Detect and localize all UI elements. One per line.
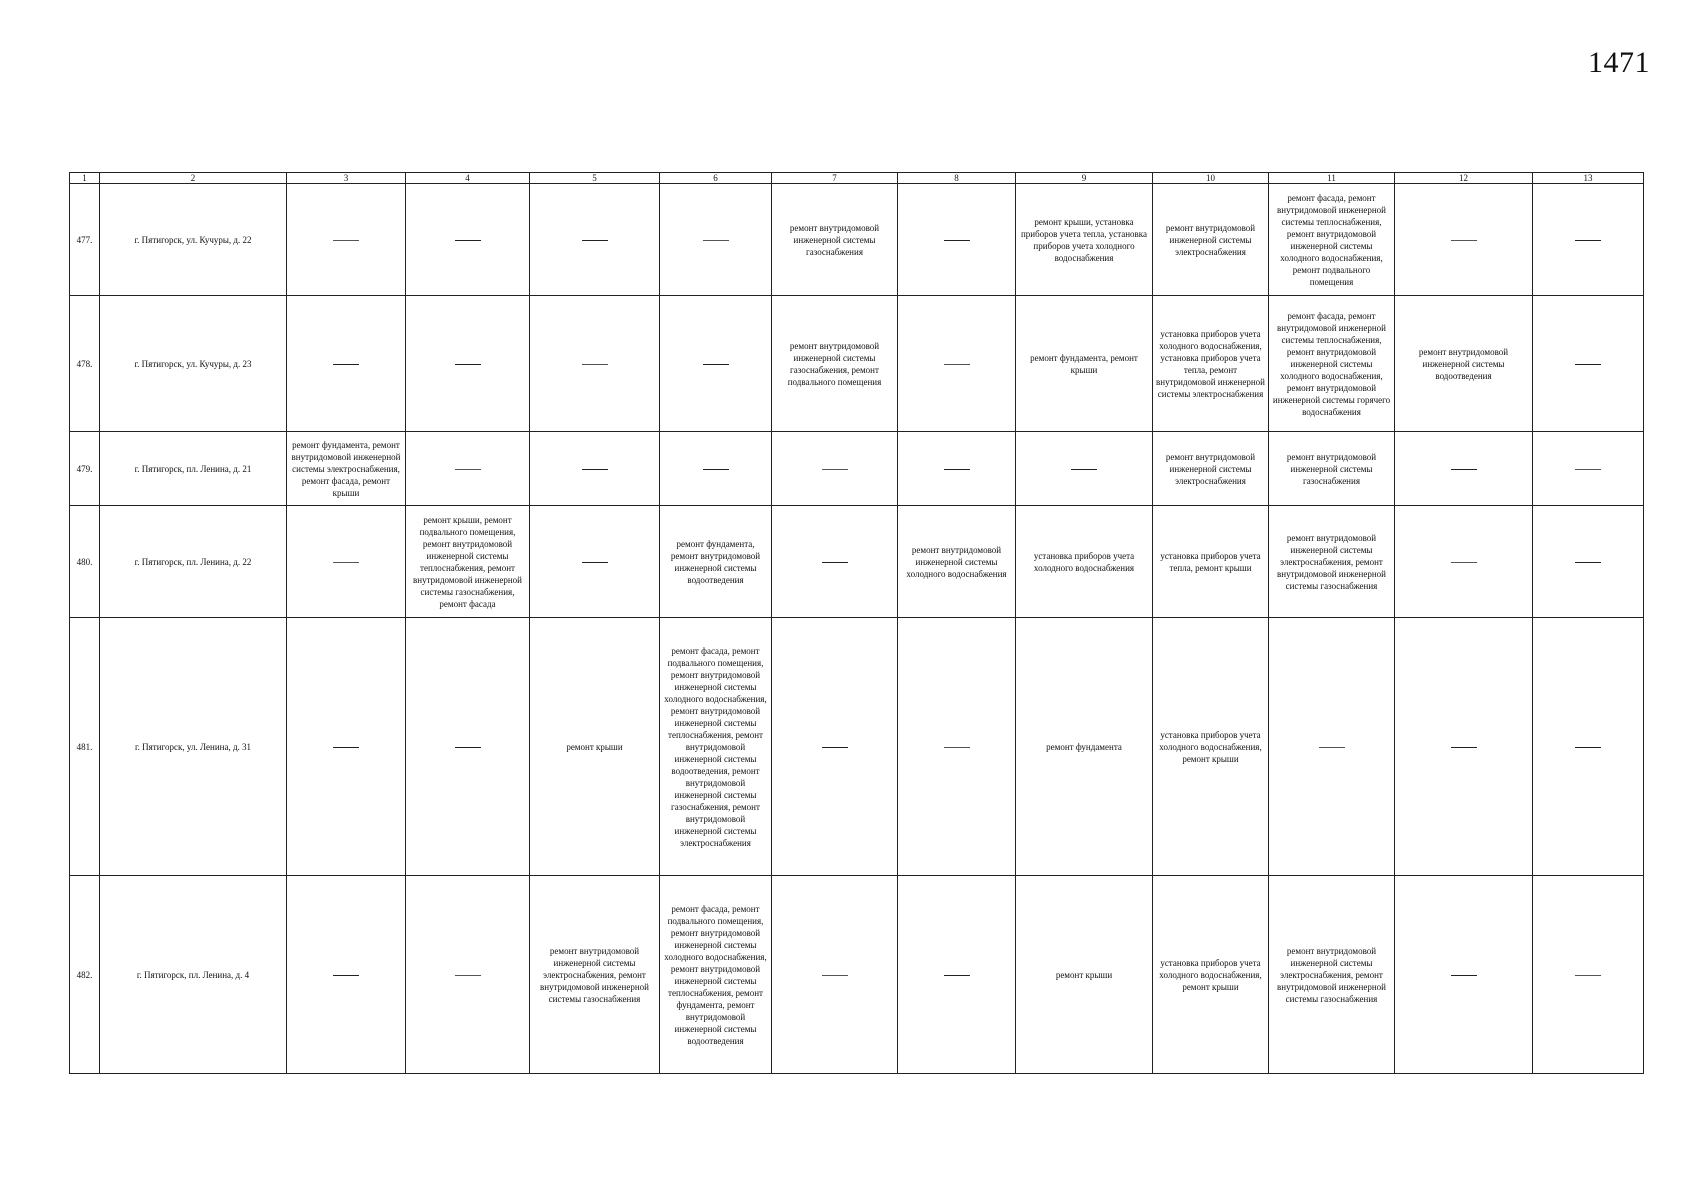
table-row <box>70 618 1644 876</box>
column-header: 12 <box>1395 173 1533 184</box>
dash-mark <box>333 975 359 976</box>
address-cell: г. Пятигорск, ул. Ленина, д. 31 <box>100 618 287 876</box>
dash-mark <box>1575 562 1601 563</box>
work-description-cell: ремонт крыши, установка приборов учета тепла, установка приборов учета холодного водоснабжения <box>1016 184 1153 296</box>
column-header: 7 <box>772 173 898 184</box>
row-number: 481. <box>70 618 100 876</box>
dash-mark <box>944 975 970 976</box>
dash-mark <box>582 469 608 470</box>
dash-mark <box>944 747 970 748</box>
work-description-cell: ремонт внутридомовой инженерной системы электроснабжения <box>1153 432 1269 506</box>
work-description-cell: ремонт фасада, ремонт внутридомовой инженерной системы теплоснабжения, ремонт внутридомовой инженерной системы холодного водоснабжения, ремонт внутридомовой инженерной системы горячего водоснабжения <box>1269 296 1395 432</box>
column-header: 5 <box>530 173 660 184</box>
work-description-cell: ремонт внутридомовой инженерной системы водоотведения <box>1395 296 1533 432</box>
address-cell: г. Пятигорск, ул. Кучуры, д. 23 <box>100 296 287 432</box>
dash-mark <box>944 364 970 365</box>
empty-cell <box>1395 432 1533 506</box>
dash-mark <box>1575 469 1601 470</box>
empty-cell <box>1395 876 1533 1074</box>
row-number: 479. <box>70 432 100 506</box>
column-header: 3 <box>287 173 406 184</box>
work-description-cell: установка приборов учета холодного водоснабжения <box>1016 506 1153 618</box>
column-header: 11 <box>1269 173 1395 184</box>
dash-mark <box>703 469 729 470</box>
empty-cell <box>1016 432 1153 506</box>
empty-cell <box>660 184 772 296</box>
work-description-cell: ремонт крыши, ремонт подвального помещения, ремонт внутридомовой инженерной системы теплоснабжения, ремонт внутридомовой инженерной системы газоснабжения, ремонт фасада <box>406 506 530 618</box>
dash-mark <box>455 240 481 241</box>
dash-mark <box>703 364 729 365</box>
work-description-cell: установка приборов учета тепла, ремонт крыши <box>1153 506 1269 618</box>
dash-mark <box>1319 747 1345 748</box>
work-description-cell: ремонт внутридомовой инженерной системы газоснабжения <box>1269 432 1395 506</box>
empty-cell <box>530 296 660 432</box>
empty-cell <box>287 184 406 296</box>
empty-cell <box>660 432 772 506</box>
dash-mark <box>1575 975 1601 976</box>
table-row <box>70 296 1644 432</box>
empty-cell <box>898 618 1016 876</box>
dash-mark <box>1451 747 1477 748</box>
work-description-cell: ремонт внутридомовой инженерной системы газоснабжения <box>772 184 898 296</box>
dash-mark <box>582 240 608 241</box>
empty-cell <box>772 432 898 506</box>
work-description-cell: ремонт фундамента, ремонт внутридомовой инженерной системы электроснабжения, ремонт фасада, ремонт крыши <box>287 432 406 506</box>
dash-mark <box>582 562 608 563</box>
work-description-cell: ремонт фундамента, ремонт внутридомовой инженерной системы водоотведения <box>660 506 772 618</box>
empty-cell <box>406 184 530 296</box>
empty-cell <box>406 296 530 432</box>
empty-cell <box>1533 184 1644 296</box>
empty-cell <box>406 876 530 1074</box>
empty-cell <box>898 876 1016 1074</box>
dash-mark <box>1575 747 1601 748</box>
empty-cell <box>660 296 772 432</box>
page-number: 1471 <box>1588 46 1650 79</box>
address-cell: г. Пятигорск, пл. Ленина, д. 4 <box>100 876 287 1074</box>
repair-schedule-table <box>69 172 1644 1074</box>
empty-cell <box>530 184 660 296</box>
table-row <box>70 876 1644 1074</box>
address-cell: г. Пятигорск, пл. Ленина, д. 22 <box>100 506 287 618</box>
column-header: 4 <box>406 173 530 184</box>
dash-mark <box>944 469 970 470</box>
table-row <box>70 506 1644 618</box>
empty-cell <box>287 296 406 432</box>
dash-mark <box>703 240 729 241</box>
dash-mark <box>822 747 848 748</box>
empty-cell <box>1533 506 1644 618</box>
dash-mark <box>582 364 608 365</box>
column-header: 13 <box>1533 173 1644 184</box>
empty-cell <box>1395 618 1533 876</box>
empty-cell <box>772 876 898 1074</box>
work-description-cell: ремонт внутридомовой инженерной системы электроснабжения, ремонт внутридомовой инженерной системы газоснабжения <box>1269 876 1395 1074</box>
column-header: 2 <box>100 173 287 184</box>
work-description-cell: ремонт фасада, ремонт подвального помещения, ремонт внутридомовой инженерной системы холодного водоснабжения, ремонт внутридомовой инженерной системы теплоснабжения, ремонт внутридомовой инженерной системы водоотведения, ремонт внутридомовой инженерной системы газоснабжения, ремонт внутридомовой инженерной системы электроснабжения <box>660 618 772 876</box>
dash-mark <box>455 747 481 748</box>
empty-cell <box>898 296 1016 432</box>
dash-mark <box>455 364 481 365</box>
empty-cell <box>406 618 530 876</box>
table-row <box>70 184 1644 296</box>
row-number: 482. <box>70 876 100 1074</box>
dash-mark <box>822 469 848 470</box>
work-description-cell: ремонт крыши <box>1016 876 1153 1074</box>
empty-cell <box>1533 432 1644 506</box>
address-cell: г. Пятигорск, пл. Ленина, д. 21 <box>100 432 287 506</box>
dash-mark <box>1451 975 1477 976</box>
empty-cell <box>287 876 406 1074</box>
empty-cell <box>406 432 530 506</box>
dash-mark <box>1575 240 1601 241</box>
table-row <box>70 432 1644 506</box>
column-header: 10 <box>1153 173 1269 184</box>
work-description-cell: ремонт фасада, ремонт внутридомовой инженерной системы теплоснабжения, ремонт внутридомовой инженерной системы холодного водоснабжения, ремонт подвального помещения <box>1269 184 1395 296</box>
dash-mark <box>1451 562 1477 563</box>
column-header: 9 <box>1016 173 1153 184</box>
empty-cell <box>1395 184 1533 296</box>
dash-mark <box>333 364 359 365</box>
dash-mark <box>455 975 481 976</box>
empty-cell <box>287 506 406 618</box>
dash-mark <box>1451 240 1477 241</box>
dash-mark <box>333 240 359 241</box>
dash-mark <box>1071 469 1097 470</box>
row-number: 477. <box>70 184 100 296</box>
column-number-header-row <box>70 173 1644 184</box>
dash-mark <box>333 562 359 563</box>
work-description-cell: ремонт фундамента, ремонт крыши <box>1016 296 1153 432</box>
column-header: 1 <box>70 173 100 184</box>
work-description-cell: ремонт внутридомовой инженерной системы электроснабжения <box>1153 184 1269 296</box>
empty-cell <box>530 432 660 506</box>
empty-cell <box>1269 618 1395 876</box>
work-description-cell: ремонт внутридомовой инженерной системы электроснабжения, ремонт внутридомовой инженерной системы газоснабжения <box>530 876 660 1074</box>
empty-cell <box>898 184 1016 296</box>
dash-mark <box>822 562 848 563</box>
work-description-cell: ремонт крыши <box>530 618 660 876</box>
empty-cell <box>772 506 898 618</box>
work-description-cell: установка приборов учета холодного водоснабжения, ремонт крыши <box>1153 876 1269 1074</box>
row-number: 478. <box>70 296 100 432</box>
work-description-cell: ремонт внутридомовой инженерной системы газоснабжения, ремонт подвального помещения <box>772 296 898 432</box>
empty-cell <box>772 618 898 876</box>
dash-mark <box>455 469 481 470</box>
column-header: 6 <box>660 173 772 184</box>
work-description-cell: установка приборов учета холодного водоснабжения, ремонт крыши <box>1153 618 1269 876</box>
empty-cell <box>1533 296 1644 432</box>
work-description-cell: ремонт внутридомовой инженерной системы электроснабжения, ремонт внутридомовой инженерной системы газоснабжения <box>1269 506 1395 618</box>
dash-mark <box>333 747 359 748</box>
dash-mark <box>822 975 848 976</box>
empty-cell <box>287 618 406 876</box>
empty-cell <box>530 506 660 618</box>
work-description-cell: ремонт внутридомовой инженерной системы холодного водоснабжения <box>898 506 1016 618</box>
column-header: 8 <box>898 173 1016 184</box>
dash-mark <box>944 240 970 241</box>
empty-cell <box>1533 618 1644 876</box>
empty-cell <box>898 432 1016 506</box>
empty-cell <box>1533 876 1644 1074</box>
work-description-cell: установка приборов учета холодного водоснабжения, установка приборов учета тепла, ремонт внутридомовой инженерной системы электроснабжения <box>1153 296 1269 432</box>
dash-mark <box>1451 469 1477 470</box>
work-description-cell: ремонт фасада, ремонт подвального помещения, ремонт внутридомовой инженерной системы холодного водоснабжения, ремонт внутридомовой инженерной системы теплоснабжения, ремонт фундамента, ремонт внутридомовой инженерной системы водоотведения <box>660 876 772 1074</box>
address-cell: г. Пятигорск, ул. Кучуры, д. 22 <box>100 184 287 296</box>
empty-cell <box>1395 506 1533 618</box>
work-description-cell: ремонт фундамента <box>1016 618 1153 876</box>
row-number: 480. <box>70 506 100 618</box>
dash-mark <box>1575 364 1601 365</box>
